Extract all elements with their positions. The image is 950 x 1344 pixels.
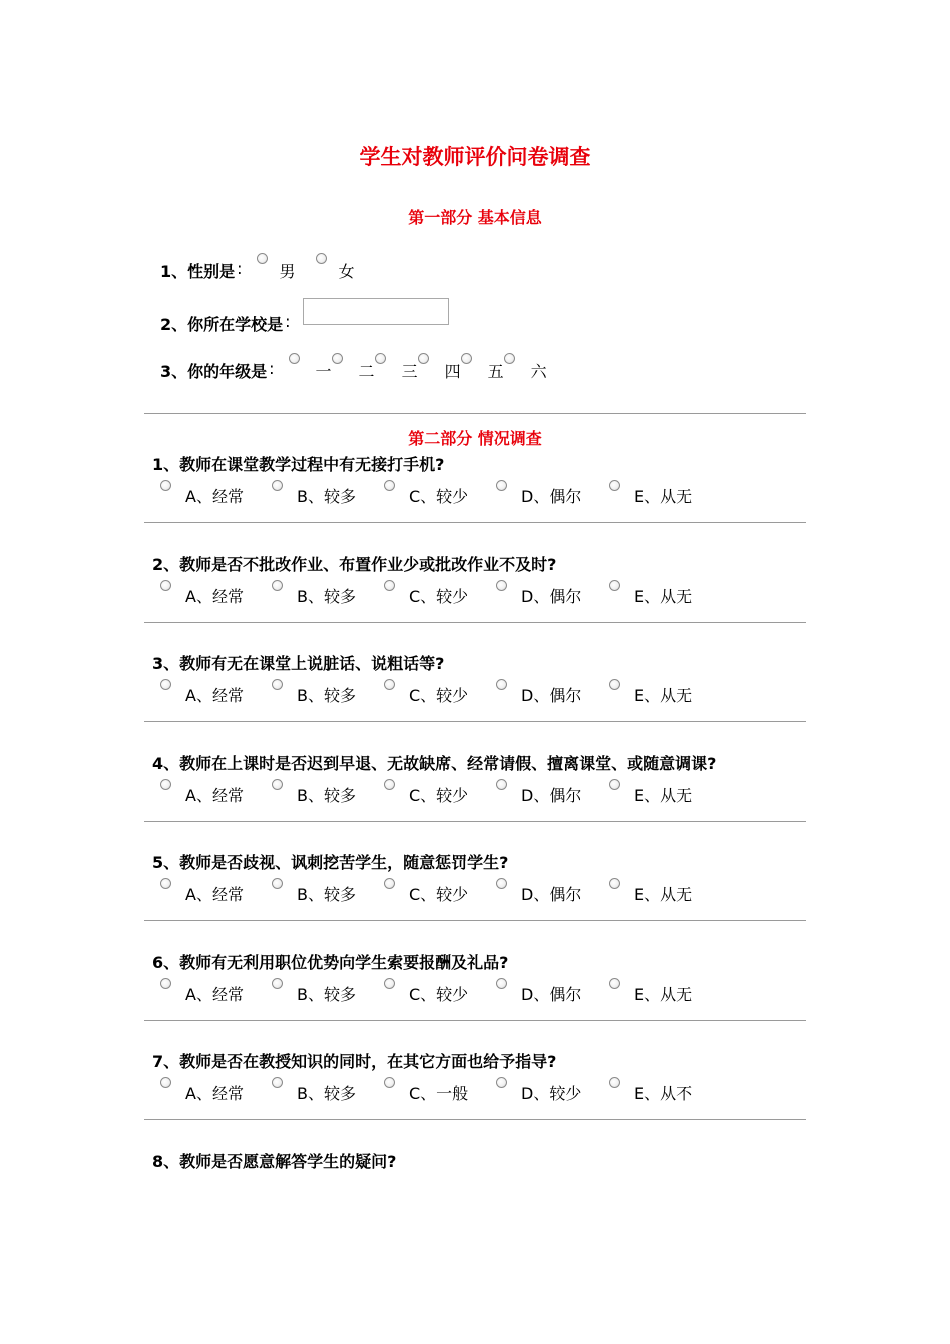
answer-option-label: A、经常 xyxy=(185,686,244,705)
grade-option-label: 二 xyxy=(358,362,375,381)
answer-option[interactable] xyxy=(496,484,581,507)
answer-option-label: C、较少 xyxy=(409,487,469,506)
answer-option-label: B、较多 xyxy=(297,686,356,705)
grade-label: 3、你的年级是 xyxy=(160,362,268,381)
grade-option-label: 六 xyxy=(530,362,547,381)
section-divider xyxy=(144,413,806,414)
school-label: 2、你所在学校是 xyxy=(160,315,284,334)
question-divider xyxy=(144,821,806,822)
radio-button[interactable] xyxy=(496,480,507,491)
answer-option[interactable] xyxy=(272,982,356,1005)
radio-button[interactable] xyxy=(160,978,171,989)
radio-button[interactable] xyxy=(332,353,343,364)
school-question xyxy=(160,312,449,335)
answer-option-label: E、从无 xyxy=(634,686,693,705)
radio-button[interactable] xyxy=(272,779,283,790)
answer-option-label: A、经常 xyxy=(185,984,244,1004)
answer-option[interactable] xyxy=(609,584,692,607)
answer-option[interactable] xyxy=(384,882,468,905)
grade-option-label: 四 xyxy=(444,362,461,381)
answer-option-label: A、经常 xyxy=(185,1084,244,1103)
school-colon: : xyxy=(285,312,291,331)
part2-heading: 第二部分 情况调查 xyxy=(408,429,542,448)
question-options xyxy=(0,584,950,614)
answer-option[interactable] xyxy=(272,882,356,905)
question-text: 5、教师是否歧视、讽刺挖苦学生，随意惩罚学生? xyxy=(152,853,509,872)
answer-option-label: E、从无 xyxy=(634,487,693,506)
answer-option[interactable] xyxy=(384,484,468,507)
answer-option-label: C、较少 xyxy=(409,686,469,705)
radio-button[interactable] xyxy=(160,779,171,790)
answer-option-label: E、从无 xyxy=(634,586,693,606)
gender-option-male[interactable] xyxy=(257,259,296,282)
grade-option-3[interactable] xyxy=(375,359,418,382)
answer-option[interactable] xyxy=(272,484,356,507)
radio-button[interactable] xyxy=(496,779,507,790)
gender-option-label: 女 xyxy=(338,262,355,281)
answer-option-label: C、较少 xyxy=(409,885,469,904)
radio-button[interactable] xyxy=(496,878,507,889)
school-input[interactable] xyxy=(303,298,449,325)
question-divider xyxy=(144,721,806,722)
radio-button[interactable] xyxy=(461,353,472,364)
grade-option-5[interactable] xyxy=(461,359,504,382)
radio-button[interactable] xyxy=(384,878,395,889)
gender-question xyxy=(160,259,355,282)
answer-option-label: B、较多 xyxy=(297,487,356,506)
answer-option[interactable] xyxy=(609,683,692,706)
radio-button[interactable] xyxy=(496,1077,507,1088)
question-divider xyxy=(144,1119,806,1120)
question-options xyxy=(0,683,950,713)
radio-button[interactable] xyxy=(609,779,620,790)
radio-button[interactable] xyxy=(160,480,171,491)
radio-button[interactable] xyxy=(496,679,507,690)
answer-option[interactable] xyxy=(496,683,581,706)
question-options xyxy=(0,982,950,1012)
answer-option[interactable] xyxy=(609,484,692,507)
answer-option[interactable] xyxy=(384,584,468,607)
gender-colon: : xyxy=(237,259,243,278)
radio-button[interactable] xyxy=(609,580,620,591)
grade-option-6[interactable] xyxy=(504,359,547,382)
question-text: 6、教师有无利用职位优势向学生索要报酬及礼品? xyxy=(152,952,509,972)
answer-option[interactable] xyxy=(160,683,244,706)
question-divider xyxy=(144,622,806,623)
answer-option-label: D、偶尔 xyxy=(521,785,582,805)
answer-option-label: D、较少 xyxy=(521,1084,582,1103)
answer-option-label: E、从无 xyxy=(634,885,693,904)
radio-button[interactable] xyxy=(609,679,620,690)
grade-option-1[interactable] xyxy=(289,359,332,382)
radio-button[interactable] xyxy=(375,353,386,364)
answer-option-label: D、偶尔 xyxy=(521,984,582,1004)
radio-button[interactable] xyxy=(609,480,620,491)
radio-button[interactable] xyxy=(609,1077,620,1088)
question-options xyxy=(0,484,950,514)
gender-option-female[interactable] xyxy=(316,259,355,282)
radio-button[interactable] xyxy=(272,580,283,591)
question-options xyxy=(0,882,950,912)
question-text: 2、教师是否不批改作业、布置作业少或批改作业不及时? xyxy=(152,554,557,574)
radio-button[interactable] xyxy=(160,679,171,690)
answer-option[interactable] xyxy=(272,584,356,607)
answer-option-label: C、较少 xyxy=(409,586,469,606)
question-text: 8、教师是否愿意解答学生的疑问? xyxy=(152,1151,397,1171)
answer-option[interactable] xyxy=(384,683,468,706)
gender-label: 1、性别是 xyxy=(160,262,236,281)
radio-button[interactable] xyxy=(272,679,283,690)
grade-question xyxy=(160,359,547,382)
grade-option-label: 三 xyxy=(401,362,418,381)
answer-option-label: E、从无 xyxy=(634,984,693,1004)
question-options xyxy=(0,783,950,813)
grade-option-4[interactable] xyxy=(418,359,461,382)
answer-option-label: B、较多 xyxy=(297,586,356,606)
answer-option-label: B、较多 xyxy=(297,1084,356,1103)
answer-option[interactable] xyxy=(496,783,581,806)
answer-option[interactable] xyxy=(496,584,581,607)
question-text: 4、教师在上课时是否迟到早退、无故缺席、经常请假、擅离课堂、或随意调课? xyxy=(152,753,717,773)
grade-option-label: 一 xyxy=(315,362,332,381)
answer-option[interactable] xyxy=(160,783,244,806)
answer-option[interactable] xyxy=(609,1081,692,1104)
radio-button[interactable] xyxy=(384,779,395,790)
question-divider xyxy=(144,522,806,523)
answer-option[interactable] xyxy=(272,1081,356,1104)
answer-option[interactable] xyxy=(609,783,692,806)
answer-option-label: B、较多 xyxy=(297,785,356,805)
radio-button[interactable] xyxy=(384,580,395,591)
answer-option-label: C、较少 xyxy=(409,785,469,805)
radio-button[interactable] xyxy=(496,978,507,989)
radio-button[interactable] xyxy=(272,878,283,889)
radio-button[interactable] xyxy=(418,353,429,364)
radio-button[interactable] xyxy=(384,480,395,491)
answer-option[interactable] xyxy=(384,982,468,1005)
answer-option-label: E、从不 xyxy=(634,1084,693,1103)
radio-button[interactable] xyxy=(609,978,620,989)
radio-button[interactable] xyxy=(384,679,395,690)
survey-title: 学生对教师评价问卷调查 xyxy=(359,145,591,169)
radio-button[interactable] xyxy=(160,878,171,889)
question-divider xyxy=(144,920,806,921)
answer-option[interactable] xyxy=(609,982,692,1005)
answer-option[interactable] xyxy=(160,1081,244,1104)
question-text: 3、教师有无在课堂上说脏话、说粗话等? xyxy=(152,654,445,673)
answer-option-label: C、一般 xyxy=(409,1084,469,1103)
grade-colon: : xyxy=(269,359,275,378)
answer-option-label: D、偶尔 xyxy=(521,686,582,705)
answer-option[interactable] xyxy=(384,783,468,806)
answer-option[interactable] xyxy=(496,1081,581,1104)
radio-button[interactable] xyxy=(160,580,171,591)
answer-option[interactable] xyxy=(160,882,244,905)
answer-option-label: A、经常 xyxy=(185,785,244,805)
answer-option[interactable] xyxy=(496,882,581,905)
answer-option[interactable] xyxy=(496,982,581,1005)
radio-button[interactable] xyxy=(496,580,507,591)
radio-button[interactable] xyxy=(609,878,620,889)
answer-option[interactable] xyxy=(384,1081,468,1104)
answer-option-label: C、较少 xyxy=(409,984,469,1004)
radio-button[interactable] xyxy=(289,353,300,364)
answer-option-label: E、从无 xyxy=(634,785,693,805)
answer-option-label: B、较多 xyxy=(297,885,356,904)
question-text: 1、教师在课堂教学过程中有无接打手机? xyxy=(152,455,445,474)
answer-option-label: B、较多 xyxy=(297,984,356,1004)
question-text: 7、教师是否在教授知识的同时，在其它方面也给予指导? xyxy=(152,1052,557,1071)
answer-option-label: D、偶尔 xyxy=(521,586,582,606)
answer-option-label: D、偶尔 xyxy=(521,885,582,904)
question-options xyxy=(0,1081,950,1111)
radio-button[interactable] xyxy=(257,253,268,264)
radio-button[interactable] xyxy=(272,978,283,989)
answer-option-label: D、偶尔 xyxy=(521,487,582,506)
answer-option[interactable] xyxy=(272,783,356,806)
answer-option-label: A、经常 xyxy=(185,885,244,904)
radio-button[interactable] xyxy=(272,480,283,491)
answer-option[interactable] xyxy=(609,882,692,905)
grade-option-label: 五 xyxy=(487,362,504,381)
answer-option[interactable] xyxy=(160,584,244,607)
grade-option-2[interactable] xyxy=(332,359,375,382)
radio-button[interactable] xyxy=(384,1077,395,1088)
radio-button[interactable] xyxy=(384,978,395,989)
radio-button[interactable] xyxy=(504,353,515,364)
gender-option-label: 男 xyxy=(279,262,296,281)
answer-option[interactable] xyxy=(160,484,244,507)
answer-option-label: A、经常 xyxy=(185,586,244,606)
part1-heading: 第一部分 基本信息 xyxy=(408,208,542,227)
answer-option-label: A、经常 xyxy=(185,487,244,506)
radio-button[interactable] xyxy=(272,1077,283,1088)
radio-button[interactable] xyxy=(316,253,327,264)
answer-option[interactable] xyxy=(160,982,244,1005)
answer-option[interactable] xyxy=(272,683,356,706)
question-divider xyxy=(144,1020,806,1021)
radio-button[interactable] xyxy=(160,1077,171,1088)
